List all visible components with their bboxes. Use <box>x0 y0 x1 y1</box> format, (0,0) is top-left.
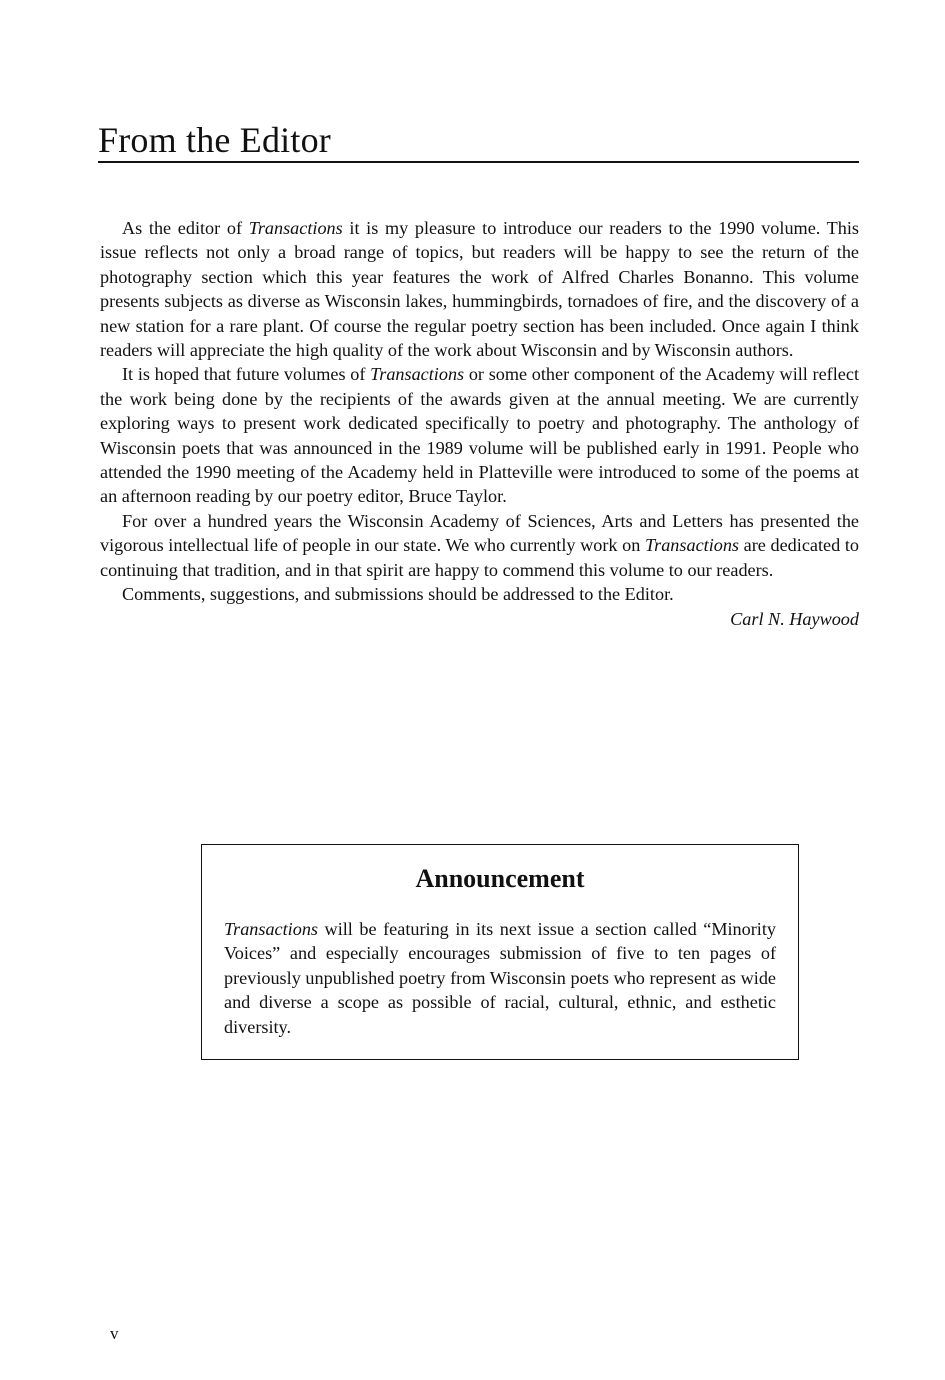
announcement-heading: Announcement <box>415 864 585 893</box>
title-rule <box>98 161 859 163</box>
editorial-paragraph-4: Comments, suggestions, and submissions should be addressed to the Editor. <box>122 584 674 605</box>
page-number: v <box>110 1324 119 1343</box>
editorial-paragraph-2 <box>100 362 859 508</box>
paragraph-text: or some other component of the Academy will reflect the work being done by the recipients of the awards given at the annual meeting. We are currently exploring ways to present work dedicated specifically to poetry and photography. The anthology of Wisconsin poets that was announced in the 1989 volume will be published early in 1991. People who attended the 1990 meeting of the Academy held in Platteville were introduced to some of the poems at an afternoon reading by our poetry editor, Bruce Taylor. <box>100 364 859 507</box>
journal-name: Transactions <box>370 364 465 385</box>
page-title: From the Editor <box>98 120 331 160</box>
editorial-paragraph-3 <box>100 509 859 582</box>
journal-name: Transactions <box>645 535 740 556</box>
announcement-text: will be featuring in its next issue a section called “Minority Voices” and especially encourages submission of five to ten pages of previously unpublished poetry from Wisconsin poets who represent as wide and diverse a scope as possible of racial, cultural, ethnic, and esthetic diversity. <box>224 919 776 1037</box>
paragraph-text: it is my pleasure to introduce our readers to the 1990 volume. This issue reflects not only a broad range of topics, but readers will be happy to see the return of the photography section which this year features the work of Alfred Charles Bonanno. This volume presents subjects as diverse as Wisconsin lakes, hummingbirds, tornadoes of fire, and the discovery of a new station for a rare plant. Of course the regular poetry section has been included. Once again I think readers will appreciate the high quality of the work about Wisconsin and by Wisconsin authors. <box>100 218 859 361</box>
journal-name: Transactions <box>248 218 343 238</box>
editorial-text <box>100 216 859 631</box>
editor-signature: Carl N. Haywood <box>730 608 859 629</box>
announcement-box <box>201 844 799 1060</box>
editorial-paragraph-1 <box>100 216 859 362</box>
paragraph-text: As the editor of <box>122 218 249 238</box>
journal-name: Transactions <box>224 919 318 939</box>
paragraph-text: It is hoped that future volumes of <box>122 364 371 385</box>
announcement-body <box>224 917 776 1039</box>
paragraph-text: are dedicated to continuing that tradition, and in that spirit are happy to commend this volume to our readers. <box>100 535 859 580</box>
paragraph-text: For over a hundred years the Wisconsin Academy of Sciences, Arts and Letters has presented the vigorous intellectual life of people in our state. We who currently work on <box>100 510 859 556</box>
